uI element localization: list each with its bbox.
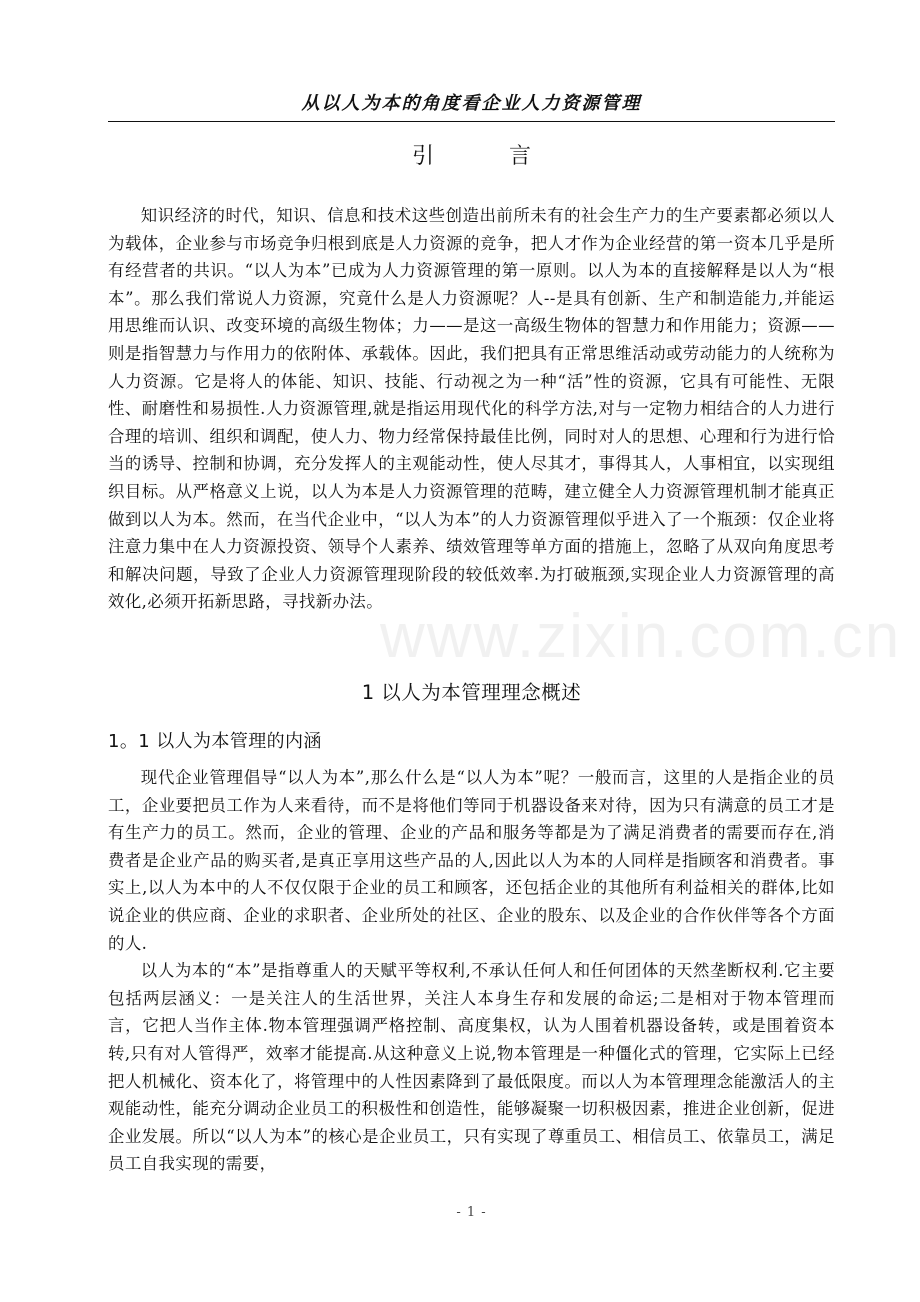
intro-body: [108, 202, 835, 616]
running-header-title: 从以人为本的角度看企业人力资源管理: [301, 93, 642, 114]
watermark-text: www.zixin.com.cn: [380, 602, 902, 671]
body-paragraph: 现代企业管理倡导“以人为本”,那么什么是“以人为本”呢？一般而言，这里的人是指企业的员工，企业要把员工作为人来看待，而不是将他们等同于机器设备来对待，因为只有满意的员工才是有生产力的员工。然而，企业的管理、企业的产品和服务等都是为了满足消费者的需要而存在,消费者是企业产品的购买者,是真正享用这些产品的人,因此以人为本的人同样是指顾客和消费者。事实上,以人为本中的人不仅仅限于企业的员工和顾客，还包括企业的其他所有利益相关的群体,比如说企业的供应商、企业的求职者、企业所处的社区、企业的股东、以及企业的合作伙伴等各个方面的人.: [108, 768, 835, 953]
body-paragraph: 以人为本的“本”是指尊重人的天赋平等权利,不承认任何人和任何团体的天然垄断权利.它主要包括两层涵义：一是关注人的生活世界，关注人本身生存和发展的命运;二是相对于物本管理而言，它把人当作主体.物本管理强调严格控制、高度集权，认为人围着机器设备转，或是围着资本转,只有对人管得严，效率才能提高.从这种意义上说,物本管理是一种僵化式的管理，它实际上已经把人机械化、资本化了，将管理中的人性因素降到了最低限度。而以人为本管理理念能激活人的主观能动性，能充分调动企业员工的积极性和创造性，能够凝聚一切积极因素，推进企业创新，促进企业发展。所以“以人为本”的核心是企业员工，只有实现了尊重员工、相信员工、依靠员工，满足员工自我实现的需要，: [108, 961, 835, 1174]
section-heading: 1 以人为本管理理念概述: [361, 681, 582, 704]
subsection-body: [108, 764, 835, 1178]
intro-title: 引 言: [412, 144, 565, 169]
intro-paragraph: 知识经济的时代，知识、信息和技术这些创造出前所未有的社会生产力的生产要素都必须以人为载体，企业参与市场竞争归根到底是人力资源的竞争，把人才作为企业经营的第一资本几乎是所有经营者的共识。“以人为本”已成为人力资源管理的第一原则。以人为本的直接解释是以人为“根本”。那么我们常说人力资源，究竟什么是人力资源呢？人--是具有创新、生产和制造能力,并能运用思维而认识、改变环境的高级生物体；力——是这一高级生物体的智慧力和作用能力；资源——则是指智慧力与作用力的依附体、承载体。因此，我们把具有正常思维活动或劳动能力的人统称为人力资源。它是将人的体能、知识、技能、行动视之为一种“活”性的资源，它具有可能性、无限性、耐磨性和易损性.人力资源管理,就是指运用现代化的科学方法,对与一定物力相结合的人力进行合理的培训、组织和调配，使人力、物力经常保持最佳比例，同时对人的思想、心理和行为进行恰当的诱导、控制和协调，充分发挥人的主观能动性，使人尽其才，事得其人，人事相宜，以实现组织目标。从严格意义上说，以人为本是人力资源管理的范畴，建立健全人力资源管理机制才能真正做到以人为本。然而，在当代企业中，“以人为本”的人力资源管理似乎进入了一个瓶颈：仅企业将注意力集中在人力资源投资、领导个人素养、绩效管理等单方面的措施上，忽略了从双向角度思考和解决问题，导致了企业人力资源管理现阶段的较低效率.为打破瓶颈,实现企业人力资源管理的高效化,必须开拓新思路，寻找新办法。: [108, 206, 835, 612]
page-number: - 1 -: [456, 1205, 487, 1220]
subsection-heading: 1。1 以人为本管理的内涵: [108, 731, 322, 752]
header-divider: [108, 121, 835, 122]
